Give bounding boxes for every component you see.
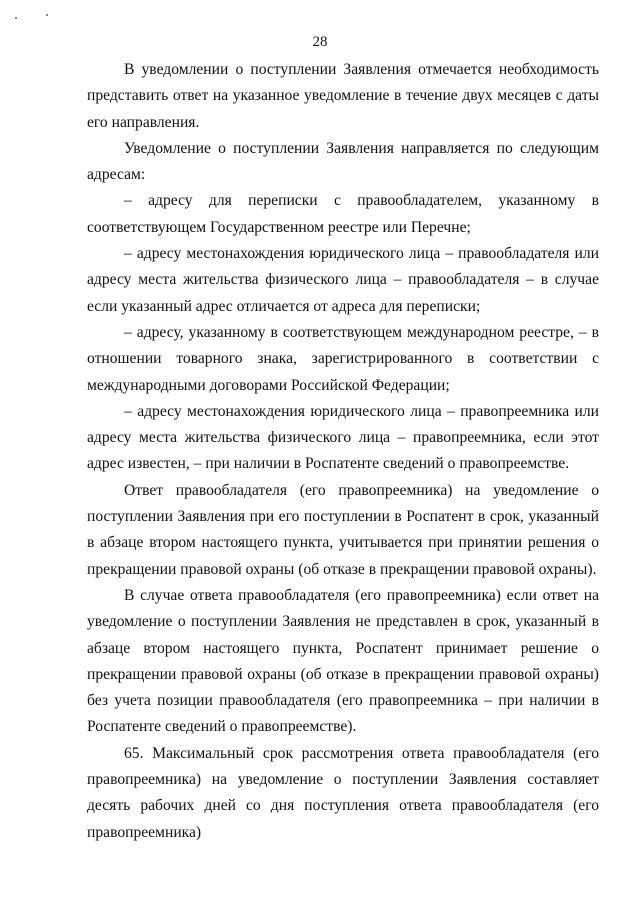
paragraph: 65. Максимальный срок рассмотрения ответа правообладателя (его правопреемника) на уведомление о поступлении Заявления составляет десять рабочих дней со дня поступления ответа правообладателя (его правопреемника) [87, 744, 599, 841]
paragraph: – адресу местонахождения юридического лица – правопреемника или адресу места жительства физического лица – правопреемника, если этот адрес известен, – при наличии в Роспатенте сведений о правопреемстве. [87, 402, 599, 473]
paragraph: – адресу для переписки с правообладателем, указанному в соответствующем Государственном реестре или Перечне; [87, 192, 599, 236]
page-number: 28 [312, 34, 328, 50]
scan-speck [46, 14, 48, 16]
scan-speck [15, 17, 17, 19]
paragraph: – адресу местонахождения юридического лица – правообладателя или адресу места жительства физического лица – правообладателя – в случае если указанный адрес отличается от адреса для переписки; [87, 245, 599, 315]
paragraph: В уведомлении о поступлении Заявления отмечается необходимость представить ответ на указанное уведомление в течение двух месяцев с даты его направления. [87, 61, 599, 131]
paragraph: Ответ правообладателя (его правопреемника) на уведомление о поступлении Заявления при его поступлении в Роспатент в срок, указанный в абзаце втором настоящего пункта, учитывается при принятии решения о прекращении правовой охраны (об отказе в прекращении правовой охраны). [87, 481, 599, 578]
paragraph: – адресу, указанному в соответствующем международном реестре, – в отношении товарного знака, зарегистрированного в соответствии с международными договорами Российской Федерации; [87, 323, 599, 394]
paragraph: В случае ответа правообладателя (его правопреемника) если ответ на уведомление о поступлении Заявления не представлен в срок, указанный в абзаце втором настоящего пункта, Роспатент принимает решение о прекращении правовой охраны (об отказе в прекращении правовой охраны) без учета позиции правообладателя (его правопреемника – при наличии в Роспатенте сведений о правопреемстве). [87, 586, 599, 736]
paragraph: Уведомление о поступлении Заявления направляется по следующим адресам: [87, 139, 599, 184]
document-body [87, 57, 599, 846]
